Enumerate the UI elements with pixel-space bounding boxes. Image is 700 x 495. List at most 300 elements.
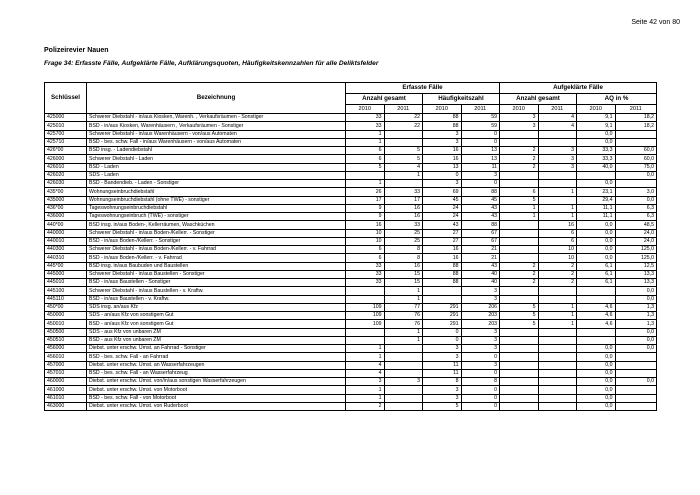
cell-value: 2 [538, 279, 577, 287]
cell-value: 1 [346, 180, 385, 188]
header-year-2011: 2011 [615, 105, 657, 114]
cell-value: 1 [538, 188, 577, 196]
cell-value: 0,0 [577, 246, 616, 254]
cell-key: 450010 [45, 320, 87, 328]
cell-value: 0,0 [577, 378, 616, 386]
table-row [45, 345, 657, 353]
cell-value: 0 [461, 138, 500, 146]
cell-value: 4 [538, 122, 577, 130]
table-row [45, 279, 657, 287]
cell-key: 440310 [45, 254, 87, 262]
cell-description: SDS insg. an/aus Kfz [87, 303, 346, 311]
cell-value: 1 [346, 394, 385, 402]
header-year-2011: 2011 [384, 105, 423, 114]
table-row [45, 180, 657, 188]
cell-description: Schwerer Diebstahl - in/aus Baustellen - Sonstiger [87, 270, 346, 278]
cell-value: 40,0 [577, 163, 616, 171]
cell-value: 0,0 [577, 221, 616, 229]
cell-value [500, 287, 539, 295]
cell-value [500, 138, 539, 146]
cell-value: 16 [423, 246, 462, 254]
cell-value: 25 [384, 229, 423, 237]
cell-value: 3 [538, 147, 577, 155]
cell-key: 461010 [45, 394, 87, 402]
table-row [45, 328, 657, 336]
cell-value: 206 [461, 303, 500, 311]
cell-value [346, 336, 385, 344]
cell-value [538, 130, 577, 138]
cell-value: 16 [538, 221, 577, 229]
cell-value: 3 [423, 386, 462, 394]
table-row [45, 229, 657, 237]
cell-value [538, 402, 577, 410]
cell-value: 1,3 [615, 320, 657, 328]
cell-value [577, 295, 616, 303]
cell-value [346, 328, 385, 336]
cell-value: 9 [346, 213, 385, 221]
cell-value [500, 130, 539, 138]
cell-value: 1 [500, 213, 539, 221]
cell-description: Tageswohnungseinbruchdiebstahl [87, 204, 346, 212]
cell-description: BSD - in/aus Baustellen - Sonstiger [87, 279, 346, 287]
cell-description: SDS - an/aus Kfz von sonstigem Gut [87, 312, 346, 320]
table-row [45, 237, 657, 245]
header-aufgeklaert: Aufgeklärte Fälle [500, 83, 657, 94]
statistics-table [44, 82, 657, 411]
table-row [45, 138, 657, 146]
cell-description: Tageswohnungseinbruch (TWE) - sonstiger [87, 213, 346, 221]
cell-value: 0 [423, 328, 462, 336]
cell-value: 3 [461, 328, 500, 336]
cell-value: 5 [384, 155, 423, 163]
cell-value: 4 [346, 369, 385, 377]
cell-value: 1 [538, 213, 577, 221]
cell-value: 22 [384, 114, 423, 122]
cell-value: 0,0 [577, 386, 616, 394]
cell-value: 5 [500, 303, 539, 311]
table-row [45, 196, 657, 204]
table-row [45, 312, 657, 320]
cell-value: 0,0 [577, 138, 616, 146]
cell-value: 0 [461, 180, 500, 188]
cell-value: 45 [461, 196, 500, 204]
cell-value: 13 [423, 163, 462, 171]
cell-value [423, 295, 462, 303]
cell-value: 88 [423, 270, 462, 278]
cell-key: 456000 [45, 345, 87, 353]
cell-value: 0,0 [577, 130, 616, 138]
cell-value: 40 [461, 270, 500, 278]
cell-description: BSD insg. in/aus Boden-, Kellerräumen, Waschküchen [87, 221, 346, 229]
cell-value [384, 394, 423, 402]
cell-value: 88 [423, 122, 462, 130]
cell-value: 10 [346, 229, 385, 237]
cell-value: 109 [346, 320, 385, 328]
cell-value [538, 196, 577, 204]
cell-key: 425010 [45, 122, 87, 130]
cell-value: 6 [346, 155, 385, 163]
cell-value: 1 [538, 204, 577, 212]
header-haeufigkeitszahl: Häufigkeitszahl [423, 94, 500, 105]
cell-value: 60,0 [615, 147, 657, 155]
cell-value [500, 237, 539, 245]
cell-value: 1 [384, 328, 423, 336]
cell-value: 60,0 [615, 155, 657, 163]
cell-key: 450500 [45, 328, 87, 336]
cell-key: 457010 [45, 369, 87, 377]
cell-value: 3 [500, 114, 539, 122]
cell-value: 3,0 [615, 188, 657, 196]
cell-key: 436*00 [45, 204, 87, 212]
cell-value [384, 386, 423, 394]
cell-value: 1 [500, 204, 539, 212]
cell-value: 25 [384, 237, 423, 245]
cell-value: 3 [461, 361, 500, 369]
cell-value: 4,6 [577, 312, 616, 320]
cell-description: Diebst. unter erschw. Umst. an Wasserfahrzeugen [87, 361, 346, 369]
cell-description: SDS - Laden [87, 171, 346, 179]
cell-value: 6 [538, 229, 577, 237]
cell-value: 33 [346, 262, 385, 270]
cell-value: 0,0 [577, 402, 616, 410]
cell-value [538, 328, 577, 336]
header-desc: Bezeichnung [87, 83, 346, 114]
cell-value: 0 [461, 353, 500, 361]
cell-key: 426*00 [45, 147, 87, 155]
cell-value [538, 378, 577, 386]
cell-key: 445*00 [45, 262, 87, 270]
cell-value: 15 [384, 270, 423, 278]
cell-value [538, 180, 577, 188]
cell-value: 16 [384, 204, 423, 212]
cell-value: 11 [461, 163, 500, 171]
cell-value: 0 [461, 386, 500, 394]
cell-value: 77 [384, 303, 423, 311]
cell-value: 0,0 [577, 345, 616, 353]
cell-value: 10 [538, 246, 577, 254]
cell-value: 33 [384, 221, 423, 229]
cell-value: 2 [500, 163, 539, 171]
table-row [45, 295, 657, 303]
table-row [45, 270, 657, 278]
table-row [45, 130, 657, 138]
cell-value: 8 [384, 246, 423, 254]
cell-key: 445110 [45, 295, 87, 303]
cell-value: 2 [500, 147, 539, 155]
table-row [45, 246, 657, 254]
cell-value [384, 130, 423, 138]
cell-value: 2 [500, 262, 539, 270]
cell-key: 440010 [45, 237, 87, 245]
cell-value [384, 402, 423, 410]
table-body [45, 114, 657, 411]
cell-value: 45 [423, 196, 462, 204]
cell-value: 0,0 [577, 361, 616, 369]
header-year-2010: 2010 [423, 105, 462, 114]
cell-value [500, 171, 539, 179]
cell-value: 16 [423, 147, 462, 155]
header-erfasst: Erfasste Fälle [346, 83, 500, 94]
cell-description: BSD insg. in/aus Baubuden und Baustellen [87, 262, 346, 270]
cell-key: 440300 [45, 246, 87, 254]
cell-description: Schwerer Diebstahl - in/aus Boden-/Kellerr. - v. Fahrrad [87, 246, 346, 254]
cell-value: 3 [500, 122, 539, 130]
cell-value: 1 [538, 320, 577, 328]
cell-value: 17 [346, 196, 385, 204]
cell-value: 1 [384, 171, 423, 179]
cell-key: 426010 [45, 163, 87, 171]
cell-value: 27 [423, 237, 462, 245]
cell-value: 10 [538, 254, 577, 262]
cell-value: 33,3 [577, 147, 616, 155]
cell-value: 291 [423, 312, 462, 320]
cell-value: 88 [423, 262, 462, 270]
cell-value [500, 402, 539, 410]
page-subtitle: Frage 34: Erfasste Fälle, Aufgeklärte Fälle, Aufklärungsquoten, Häufigkeitskennzahlen für alle Deliktsfelder [44, 60, 379, 67]
cell-description: Diebst. unter erschw. Umst. an Fahrrad - Sonstiger [87, 345, 346, 353]
cell-value: 6 [538, 237, 577, 245]
cell-value: 22 [384, 122, 423, 130]
cell-value [577, 287, 616, 295]
cell-value [538, 287, 577, 295]
cell-description: BSD - bes. schw. Fall - von Motorboot [87, 394, 346, 402]
cell-key: 450*00 [45, 303, 87, 311]
cell-value: 203 [461, 320, 500, 328]
cell-value [384, 345, 423, 353]
cell-value [500, 328, 539, 336]
cell-value: 1 [346, 138, 385, 146]
cell-value [615, 394, 657, 402]
table-row [45, 254, 657, 262]
cell-value [384, 180, 423, 188]
cell-value: 1 [346, 386, 385, 394]
cell-value: 33 [346, 114, 385, 122]
cell-value [384, 138, 423, 146]
cell-value [538, 138, 577, 146]
cell-value [500, 180, 539, 188]
cell-key: 425710 [45, 138, 87, 146]
cell-description: SDS - aus Kfz von unbaren ZM [87, 328, 346, 336]
cell-value: 16 [384, 262, 423, 270]
cell-value: 3 [461, 345, 500, 353]
table-row [45, 303, 657, 311]
cell-value: 11 [423, 361, 462, 369]
cell-description: BSD - Laden [87, 163, 346, 171]
cell-value: 4 [384, 163, 423, 171]
cell-value: 6,1 [577, 279, 616, 287]
cell-value: 3 [423, 345, 462, 353]
cell-value [538, 353, 577, 361]
header-year-2010: 2010 [577, 105, 616, 114]
cell-value: 0,0 [577, 369, 616, 377]
cell-value: 67 [461, 229, 500, 237]
table-row [45, 394, 657, 402]
cell-value: 1,3 [615, 312, 657, 320]
cell-value: 1 [384, 336, 423, 344]
cell-value: 26 [346, 188, 385, 196]
cell-value: 0,0 [577, 394, 616, 402]
cell-value: 3 [346, 378, 385, 386]
cell-value: 6,1 [577, 262, 616, 270]
cell-value: 48,5 [615, 221, 657, 229]
cell-value [500, 246, 539, 254]
cell-key: 450510 [45, 336, 87, 344]
cell-value: 76 [384, 312, 423, 320]
cell-value: 3 [538, 163, 577, 171]
cell-key: 425700 [45, 130, 87, 138]
cell-value: 1 [384, 295, 423, 303]
cell-key: 425000 [45, 114, 87, 122]
table-row [45, 188, 657, 196]
cell-value: 3 [423, 353, 462, 361]
cell-value [615, 138, 657, 146]
cell-value: 24,0 [615, 237, 657, 245]
page-number: Seite 42 von 80 [631, 19, 680, 26]
cell-value: 18,2 [615, 114, 657, 122]
cell-description: Diebst. unter erschw. Umst. von/in/aus sonstigen Wasserfahrzeugen [87, 378, 346, 386]
cell-key: 460000 [45, 378, 87, 386]
cell-value: 5 [500, 196, 539, 204]
cell-value: 10 [346, 237, 385, 245]
cell-value: 0,0 [615, 287, 657, 295]
cell-value: 33 [346, 122, 385, 130]
table-row [45, 386, 657, 394]
cell-value: 43 [461, 213, 500, 221]
cell-value: 67 [461, 237, 500, 245]
cell-value: 3 [423, 130, 462, 138]
header-anzahl-gesamt-2: Anzahl gesamt [500, 94, 577, 105]
cell-value: 5 [500, 320, 539, 328]
table-row [45, 204, 657, 212]
cell-value: 33,3 [577, 155, 616, 163]
cell-value: 75,0 [615, 163, 657, 171]
cell-value: 43 [461, 262, 500, 270]
cell-key: 435*00 [45, 188, 87, 196]
cell-value: 4,6 [577, 303, 616, 311]
cell-value: 29,4 [577, 196, 616, 204]
table-row [45, 147, 657, 155]
cell-value: 0,0 [577, 353, 616, 361]
cell-value: 3 [461, 171, 500, 179]
cell-value: 9,1 [577, 122, 616, 130]
cell-description: BSD - aus Kfz von unbaren ZM [87, 336, 346, 344]
cell-description: BSD - in/aus Boden-/Kellerr. - v. Fahrrad [87, 254, 346, 262]
cell-value: 0,0 [615, 196, 657, 204]
cell-value: 13,3 [615, 279, 657, 287]
cell-description: BSD - bes. schw. Fall - in/aus Warenhäusern - von/aus Automaten [87, 138, 346, 146]
cell-key: 456010 [45, 353, 87, 361]
cell-value: 125,0 [615, 254, 657, 262]
cell-value: 24 [423, 204, 462, 212]
cell-value [346, 287, 385, 295]
cell-value: 0 [423, 171, 462, 179]
cell-value: 0,0 [577, 229, 616, 237]
cell-key: 445100 [45, 287, 87, 295]
cell-description: Diebst. unter erschw. Umst. von Motorboot [87, 386, 346, 394]
cell-value: 24 [423, 213, 462, 221]
cell-value: 6 [346, 246, 385, 254]
cell-value: 0 [461, 402, 500, 410]
cell-value: 27 [423, 229, 462, 237]
cell-value: 2 [346, 402, 385, 410]
cell-value: 21 [461, 246, 500, 254]
cell-value [615, 369, 657, 377]
cell-key: 436000 [45, 213, 87, 221]
cell-value: 33 [346, 270, 385, 278]
cell-value: 1 [346, 130, 385, 138]
cell-value: 3 [538, 155, 577, 163]
cell-value: 13,3 [615, 270, 657, 278]
cell-value: 13 [461, 147, 500, 155]
cell-description: Wohnungseinbruchdiebstahl [87, 188, 346, 196]
cell-value [500, 229, 539, 237]
cell-value [615, 180, 657, 188]
cell-value [538, 386, 577, 394]
cell-value: 11,1 [577, 204, 616, 212]
cell-value: 1 [538, 312, 577, 320]
cell-value [384, 369, 423, 377]
cell-value: 15 [384, 279, 423, 287]
cell-value: 0,0 [615, 345, 657, 353]
cell-description: BSD - an/aus Kfz von sonstigem Gut [87, 320, 346, 328]
cell-value: 0,0 [615, 336, 657, 344]
cell-description: BSD - in/aus Boden-/Kellerr. - Sonstiger [87, 237, 346, 245]
cell-value: 69 [423, 188, 462, 196]
cell-value [500, 386, 539, 394]
cell-value: 125,0 [615, 246, 657, 254]
cell-value: 4 [346, 361, 385, 369]
cell-value: 5 [346, 163, 385, 171]
cell-value: 33 [346, 279, 385, 287]
cell-value: 203 [461, 312, 500, 320]
cell-description: Diebst. unter erschw. Umst. von Ruderboot [87, 402, 346, 410]
cell-value: 43 [461, 204, 500, 212]
cell-key: 450000 [45, 312, 87, 320]
cell-key: 463000 [45, 402, 87, 410]
cell-description: Schwerer Diebstahl - Laden [87, 155, 346, 163]
cell-value: 16 [423, 254, 462, 262]
header-aq: AQ in % [577, 94, 657, 105]
org-title: Polizeirevier Nauen [44, 47, 109, 54]
cell-value [500, 345, 539, 353]
cell-value: 21 [461, 254, 500, 262]
cell-value: 88 [423, 279, 462, 287]
cell-key: 445010 [45, 279, 87, 287]
cell-description: BSD - in/aus Baustellen - v. Kraftw. [87, 295, 346, 303]
cell-value [500, 336, 539, 344]
table-row [45, 353, 657, 361]
cell-value: 88 [461, 221, 500, 229]
cell-value: 109 [346, 312, 385, 320]
cell-value: 16 [423, 155, 462, 163]
header-year-2011: 2011 [538, 105, 577, 114]
cell-value: 17 [384, 196, 423, 204]
cell-value [615, 361, 657, 369]
cell-value [538, 345, 577, 353]
cell-value: 3 [423, 180, 462, 188]
cell-value [538, 394, 577, 402]
table-row [45, 171, 657, 179]
cell-value: 5 [384, 147, 423, 155]
cell-description: Schwerer Diebstahl - in/aus Boden-/Kellerr. - Sonstiger [87, 229, 346, 237]
cell-key: 461000 [45, 386, 87, 394]
table-row [45, 378, 657, 386]
cell-value: 88 [423, 114, 462, 122]
cell-description: Schwerer Diebstahl - in/aus Warenhäusern - von/aus Automaten [87, 130, 346, 138]
cell-value [423, 287, 462, 295]
cell-value [538, 295, 577, 303]
cell-key: 445000 [45, 270, 87, 278]
